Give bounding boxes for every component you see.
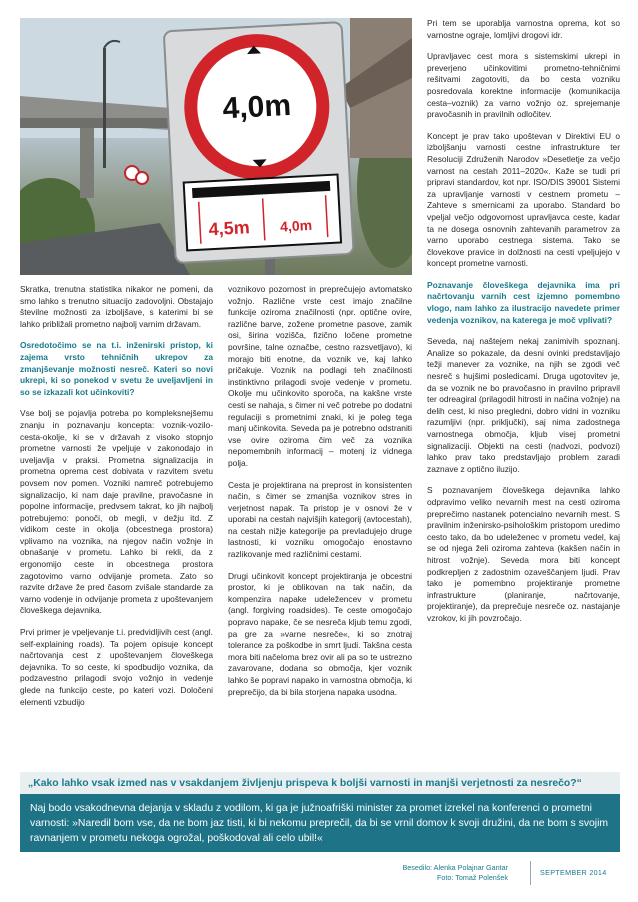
issue-date: SEPTEMBER 2014 — [540, 868, 607, 877]
article-column-1 — [20, 284, 213, 718]
interview-question: Osredotočimo se na t.i. inženirski pristop, ki zajema vrsto tehničnih ukrepov za zmanjševanje možnosti nesreč. Kateri so novi ukrepi, ki so ponekod v svetu že uveljavljeni in so se izkazali kot učinkoviti? — [20, 340, 213, 397]
paragraph: Drugi učinkovit koncept projektiranja je obcestni prostor, ki je oblikovan na tak način, da kompenzira napake udeležencev v prometu (angl. forgiving roadsides). Te ceste omogočajo popravo napake, če se nesreča kljub temu zgodi, pa gre za »varne nesreče«, ki so znotraj tolerance za poškodbe in smrt ljudi. Takšna cesta mora biti načeloma brez ovir ali pa so te ustrezno zavarovane, dodana so območja, kjer voznik lahko še popravi napako in varnostna območja, ki preprečijo, da bi bila storjena napaka usodna. — [228, 570, 412, 697]
paragraph: Vse bolj se pojavlja potreba po kompleksnejšemu znanju in poznavanju koncepta: voznik-vozilo-cesta-okolje, ki se v državah z visoko stopnjo prometne varnosti že vpeljuje v zakonodajo in uveljavlja v praksi. Prometna signalizacija in prometna oprema cest dobivata v razvitem svetu povsem nov pomen. Vozniki namreč potrebujemo signalizacijo, ki nam daje pravilne, pravočasne in popolne informacije, predvsem takrat, ko jih najbolj potrebujemo: ponoči, ob megli, v dežju itd. Z vidikom ceste in okolja (obcestnega prostora) vplivamo na voznika, na njegov način vožnje in obnašanje v prometu. Lahko bi rekli, da z ergonomijo ceste in obcestnega prostora zagotovimo varno odvijanje prometa. Zato so razvite države že pred časom zvišale standarde za varno vodenje in odvijanje prometa z upoštevanjem človeškega dejavnika. — [20, 408, 213, 616]
paragraph: Skratka, trenutna statistika nikakor ne pomeni, da smo lahko s trenutno situacijo zadovoljni. Obstajajo številne možnosti za izboljšave, s katerimi bi se lahko približali prometno najbolj varnim državam. — [20, 284, 213, 329]
paragraph: Pri tem se uporablja varnostna oprema, kot so varnostne ograje, lomljivi drogovi idr. — [427, 18, 620, 40]
footer-divider — [530, 861, 531, 885]
height-limit-text: 4,0m — [221, 88, 292, 126]
paragraph: Upravljavec cest mora s sistemskimi ukrepi in preverjeno učinkovitimi prometno-tehničnimi rešitvami zagotoviti, da bo cesta vozniku posredovala korektne informacije (komunikacija cesta–voznik) za varno vožnjo oz. sprejemanje pravočasnih in pravilnih odločitev. — [427, 51, 620, 120]
highlight-question: „Kako lahko vsak izmed nas v vsakdanjem življenju prispeva k boljši varnosti in manjši verjetnosti za nesrečo?“ — [20, 772, 620, 794]
paragraph: voznikovo pozornost in preprečujejo avtomatsko vožnjo. Različne vrste cest imajo značilne funkcije oziroma značilnosti (npr. optične ovire, različne barve, zožene prometne pasove, zamik osi, širina vozišča, fizično ločene prometne površine, talne označbe, cestno razsvetljavo), ki morajo biti enotne, da voznik ve, kaj lahko pričakuje. Voznik na podlagi teh značilnosti instinktivno prilagodi svoje vedenje v prometu. Okolje mu učinkovito sporoča, na kakšne vrste cesti se nahaja, s čimer ni več potrebe po dodatni regulaciji s prometnimi znaki, ki je poleg tega manj učinkovita. Seveda pa je potrebno odstraniti vse ovire oziroma čim več za voznika nepomembnih informacij – motenj iz vidnega polja. — [228, 284, 412, 468]
paragraph: Prvi primer je vpeljevanje t.i. predvidljivih cest (angl. self-explaining roads). Ta pojem opisuje koncept načrtovanja cest z upoštevanjem človeškega dejavnika. To so ceste, ki spodbudijo voznika, da podzavestno prilagodi svojo vožnjo in vedenje glede na funkcijo ceste, po kateri vozi. Določeni elementi vzbudijo — [20, 627, 213, 707]
road-sign-illustration — [20, 18, 412, 275]
right-lane-height-text: 4,0m — [279, 216, 313, 235]
interview-question: Poznavanje človeškega dejavnika ima pri načrtovanju varnih cest izjemno pomembno vlogo, nam lahko za ilustracijo navedete primer vedenja voznikov, na katerega je moč vplivati? — [427, 279, 620, 325]
left-lane-height-text: 4,5m — [208, 217, 251, 240]
highlight-answer: Naj bodo vsakodnevna dejanja v skladu z vodilom, ki ga je južnoafriški minister za promet izrekel na konferenci o prometni varnosti: »Naredil bom vse, da ne bom jaz tisti, ki bi nekomu preprečil, da bi se vrnil domov k svoji družini, da ne bom s svojim ravnanjem v prometu nekoga ogrožal, poškodoval ali celo ubil!« — [20, 794, 620, 852]
photo-credit: Foto: Tomaž Polenšek — [437, 873, 508, 882]
credits — [403, 863, 508, 883]
paragraph: S poznavanjem človeškega dejavnika lahko odpravimo veliko nevarnih mest na cesti oziroma preprečimo nastanek potencialno nevarnih mest. S pravilnim inženirsko-psihološkim pristopom uredimo cesto tako, da bo udeleženec v prometu vedel, kaj se od njega želi oziroma zahteva (kakšen način in hitrost vožnje). Seveda mora biti koncept podkrepljen z zadostnim ozaveščanjem ljudi. Prav tako je pomembno projektiranje prometne infrastrukture (planiranje, načrtovanje, projektiranje), da preprečuje nesreče oz. nastajanje vzrokov, ki jih povzročajo. — [427, 485, 620, 623]
paragraph: Cesta je projektirana na preprost in konsistenten način, s čimer se zmanjša voznikov stres in verjetnost napak. Ta pristop je v osnovi že v uporabi na cestah najvišjih kategorij (avtocestah), na cestah nižje kategorije pa prevladujejo druge lastnosti, ki vozniku omogočajo enostavno razlikovanje med različnimi cestami. — [228, 479, 412, 560]
paragraph: Koncept je prav tako upoštevan v Direktivi EU o izboljšanju varnosti cestne infrastrukture ter Resoluciji Združenih Narodov »Desetletje za večjo varnost na cestah 2011–2020«. Kaže se tudi pri pripravi standardov, kot npr. ISO/DIS 39001 Sistemi za upravljanje varnosti v cestnem prometu – Zahteve s smernicami za uporabo. Standard bo vpeljal večjo odgovornost upravljavca ceste, kadar ta ne dosega osnovnih zahtevanih parametrov za varno uporabo cestnega sistema. Tako se človekove pravice in dolžnosti na cesti vpeljujejo v koncept prometne varnosti. — [427, 130, 620, 269]
article-column-3 — [427, 18, 620, 635]
article-photo — [20, 18, 412, 275]
paragraph: Seveda, naj naštejem nekaj zanimivih spoznanj. Analize so pokazale, da desni ovinki predstavljajo težji manever za voznike, na njih se zgodi več nesreč s hujšimi posledicami. Druga ugotovitev je, da se voznik ne bo pravočasno in pravilno pripravil ter odreagiral (prilagodil hitrosti in načina vožnje) na delih cest, ki niso pregledni, dobro vidni in vozniku razumljivi (npr. priključki), saj nima zadostnega varnostnega območja, kljub visej prometni signalizaciji. Objekti na cesti (nadvozi, podvozi) lahko prav tako predstavljajo problem zaradi zaznave z optično iluzijo. — [427, 336, 620, 474]
page-footer — [20, 861, 620, 885]
article-column-2 — [228, 284, 412, 708]
text-credit: Besedilo: Alenka Polajnar Gantar — [402, 863, 508, 872]
